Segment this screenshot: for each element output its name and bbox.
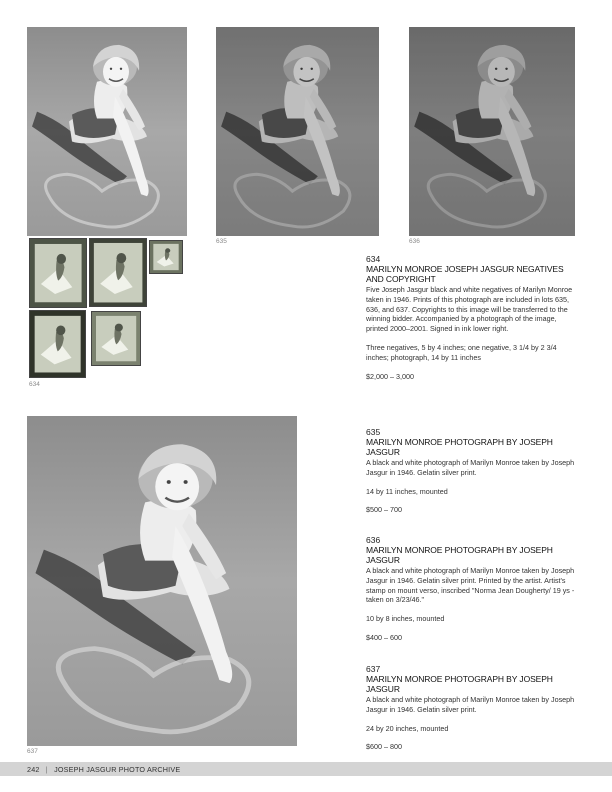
- negative-1: [29, 238, 87, 308]
- lot-634-dimensions: Three negatives, 5 by 4 inches; one negative, 3 1/4 by 2 3/4 inches; photograph, 14 by 11 inches: [366, 342, 557, 362]
- lot-634-number: 634: [366, 254, 381, 264]
- lot-635-entry: [366, 427, 580, 515]
- lot-635-description: A black and white photograph of Marilyn Monroe taken by Joseph Jasgur in 1946. Gelatin silver print.: [366, 458, 575, 477]
- photo-634-print: [27, 27, 187, 236]
- footer-text: [27, 765, 180, 774]
- photo-637: [27, 416, 297, 746]
- lot-637-number: 637: [366, 664, 381, 674]
- lot-634-entry: [366, 254, 580, 381]
- negative-2: [89, 238, 147, 307]
- lot-636-title: MARILYN MONROE PHOTOGRAPH BY JOSEPH JASGUR: [366, 545, 553, 565]
- lot-635-number: 635: [366, 427, 381, 437]
- lot-634-description: Five Joseph Jasgur black and white negatives of Marilyn Monroe taken in 1946. Prints of this photograph are included in lots 635, 636, and 637. Copyrights to this image will be transferred to the winning bidder. Accompanied by a photograph of the image, printed 2000–2001. Signed in ink lower right.: [366, 285, 573, 334]
- caption-637: 637: [27, 748, 38, 755]
- caption-635: 635: [216, 238, 227, 245]
- lot-636-dimensions: 10 by 8 inches, mounted: [366, 614, 445, 624]
- lot-635-estimate: $500 – 700: [366, 505, 402, 515]
- caption-636: 636: [409, 238, 420, 245]
- photo-636: [409, 27, 575, 236]
- lot-636-description: A black and white photograph of Marilyn Monroe taken by Joseph Jasgur in 1946. Gelatin silver print. Printed by the artist. Artist's stamp on mount verso, inscribed "Norma Jean Dougherty/ 19 ys - taken on 3/23/46.": [366, 566, 575, 605]
- page-number: 242: [27, 765, 40, 774]
- footer-separator: |: [45, 765, 48, 774]
- negative-5: [91, 311, 141, 366]
- negative-3: [149, 240, 183, 274]
- lot-636-number: 636: [366, 535, 381, 545]
- lot-637-dimensions: 24 by 20 inches, mounted: [366, 723, 449, 733]
- lot-636-estimate: $400 – 600: [366, 632, 402, 642]
- lot-637-estimate: $600 – 800: [366, 742, 402, 752]
- lot-637-title: MARILYN MONROE PHOTOGRAPH BY JOSEPH JASGUR: [366, 674, 553, 694]
- lot-637-description: A black and white photograph of Marilyn Monroe taken by Joseph Jasgur in 1946. Gelatin silver print.: [366, 695, 575, 714]
- lot-634-estimate: $2,000 – 3,000: [366, 371, 414, 381]
- section-title: JOSEPH JASGUR PHOTO ARCHIVE: [54, 765, 181, 774]
- lot-636-entry: [366, 535, 580, 643]
- photo-635: [216, 27, 379, 236]
- negative-4: [29, 310, 86, 378]
- page-footer: [0, 762, 612, 776]
- lot-635-dimensions: 14 by 11 inches, mounted: [366, 486, 448, 496]
- lot-634-title: MARILYN MONROE JOSEPH JASGUR NEGATIVES AND COPYRIGHT: [366, 264, 564, 284]
- lot-635-title: MARILYN MONROE PHOTOGRAPH BY JOSEPH JASGUR: [366, 437, 553, 457]
- caption-634: 634: [29, 381, 40, 388]
- lot-637-entry: [366, 664, 580, 752]
